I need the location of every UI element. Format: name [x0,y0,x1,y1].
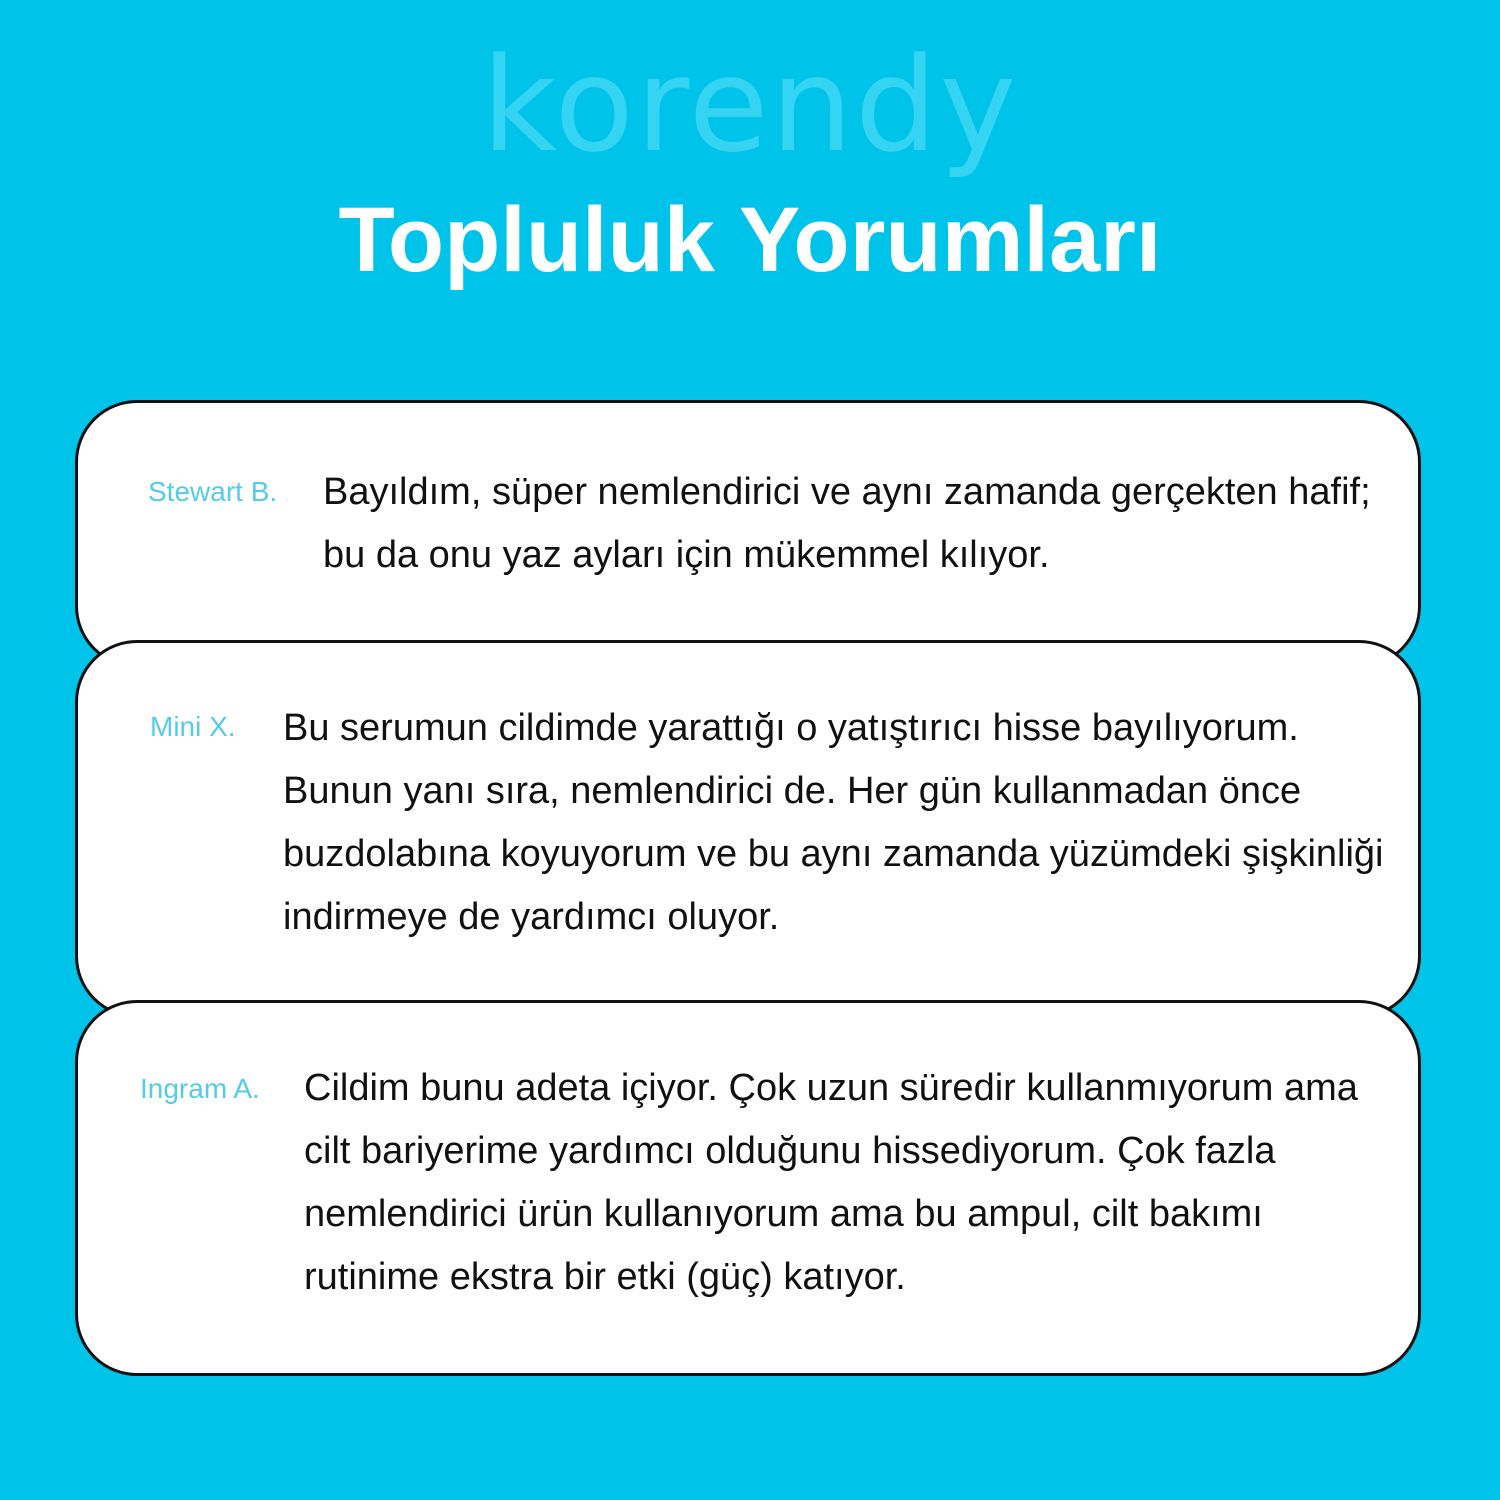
review-card [75,640,1421,1018]
review-card [75,1000,1421,1376]
page-title: Topluluk Yorumları [338,189,1162,291]
brand-logo: korendy [481,29,1019,181]
review-card [75,400,1421,668]
review-text: Bayıldım, süper nemlendirici ve aynı zamanda gerçekten hafif; bu da onu yaz ayları için mükemmel kılıyor. [323,471,1371,576]
review-author: Mini X. [150,711,236,742]
review-author: Stewart B. [148,476,278,507]
review-text: Bu serumun cildimde yarattığı o yatıştırıcı hisse bayılıyorum. Bunun yanı sıra, nemlendirici de. Her gün kullanmadan önce buzdolabına koyuyorum ve bu aynı zamanda yüzümdeki şişkinliği indirmeye de yardımcı oluyor. [283,707,1384,938]
review-text: Cildim bunu adeta içiyor. Çok uzun süredir kullanmıyorum ama cilt bariyerime yardımcı olduğunu hissediyorum. Çok fazla nemlendirici ürün kullanıyorum ama bu ampul, cilt bakımı rutinime ekstra bir etki (güç) katıyor. [304,1067,1358,1298]
review-author: Ingram A. [140,1073,260,1104]
